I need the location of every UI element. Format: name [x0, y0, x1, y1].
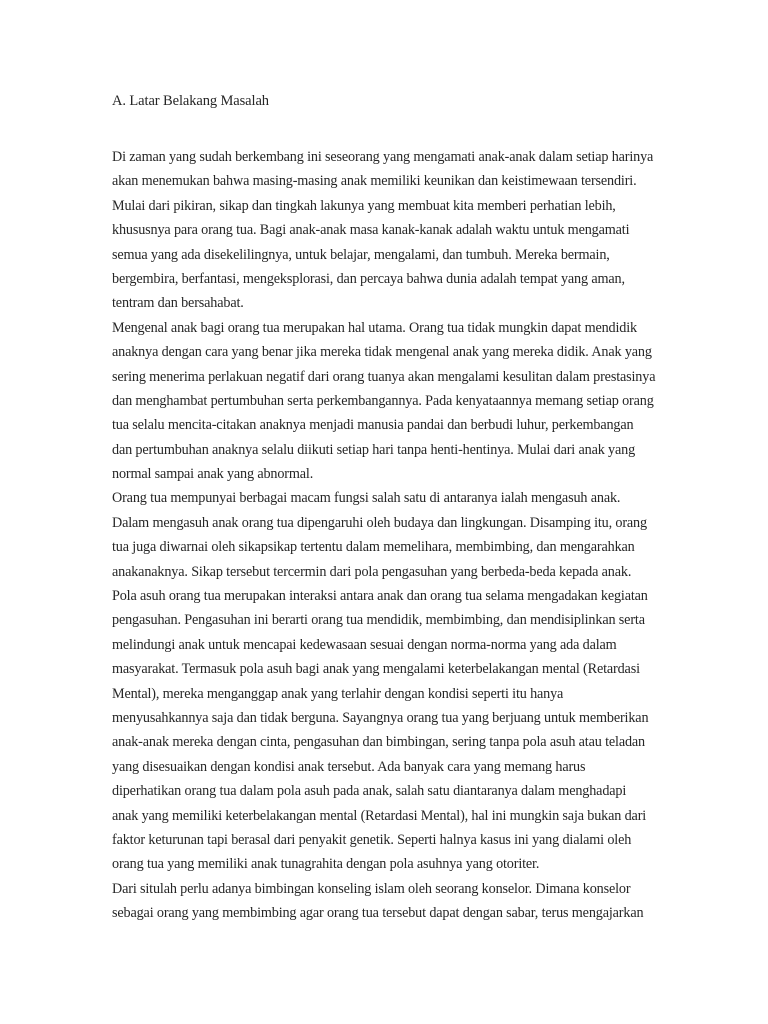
text-line: pengasuhan. Pengasuhan ini berarti orang tua mendidik, membimbing, dan mendisiplinkan serta — [112, 612, 645, 629]
section-heading: A. Latar Belakang Masalah — [112, 93, 269, 109]
text-line: faktor keturunan tapi berasal dari penyakit genetik. Seperti halnya kasus ini yang dialami oleh — [112, 831, 632, 848]
text-line: sering menerima perlakuan negatif dari orang tuanya akan mengalami kesulitan dalam prestasinya — [112, 368, 656, 385]
text-line: Mulai dari pikiran, sikap dan tingkah lakunya yang membuat kita memberi perhatian lebih, — [112, 197, 616, 214]
text-line: anak yang memiliki keterbelakangan mental (Retardasi Mental), hal ini mungkin saja bukan dari — [112, 807, 647, 824]
text-line: yang disesuaikan dengan kondisi anak tersebut. Ada banyak cara yang memang harus — [112, 758, 586, 775]
text-line: anakanaknya. Sikap tersebut tercermin dari pola pengasuhan yang berbeda-beda kepada anak. — [112, 563, 632, 580]
text-line: masyarakat. Termasuk pola asuh bagi anak yang mengalami keterbelakangan mental (Retardasi — [112, 661, 640, 678]
text-line: diperhatikan orang tua dalam pola asuh pada anak, salah satu diantaranya dalam menghadapi — [112, 783, 627, 800]
text-line: sebagai orang yang membimbing agar orang tua tersebut dapat dengan sabar, terus mengajarkan — [112, 905, 644, 922]
text-line: melindungi anak untuk mencapai kedewasaan sesuai dengan norma-norma yang ada dalam — [112, 636, 617, 653]
text-line: semua yang ada disekelilingnya, untuk belajar, mengalami, dan tumbuh. Mereka bermain, — [112, 246, 610, 263]
text-line: tua juga diwarnai oleh sikapsikap tertentu dalam memelihara, membimbing, dan mengarahkan — [112, 539, 635, 556]
text-line: khususnya para orang tua. Bagi anak-anak masa kanak-kanak adalah waktu untuk mengamati — [112, 222, 630, 239]
text-line: Dalam mengasuh anak orang tua dipengaruhi oleh budaya dan lingkungan. Disamping itu, orang — [112, 514, 647, 531]
spacer — [112, 113, 658, 145]
text-line: tua selalu mencita-citakan anaknya menjadi manusia pandai dan berbudi luhur, perkembangan — [112, 417, 634, 434]
text-line: Di zaman yang sudah berkembang ini seseorang yang mengamati anak-anak dalam setiap harinya — [112, 149, 654, 165]
text-line: tentram dan bersahabat. — [112, 295, 244, 312]
text-line: dan pertumbuhan anaknya selalu diikuti setiap hari tanpa henti-hentinya. Mulai dari anak yang — [112, 441, 636, 458]
text-line: menyusahkannya saja dan tidak berguna. Sayangnya orang tua yang berjuang untuk memberikan — [112, 709, 649, 726]
body-text — [112, 145, 658, 926]
document-page — [112, 89, 658, 926]
text-line: anak-anak mereka dengan cinta, pengasuhan dan bimbingan, sering tanpa pola asuh atau teladan — [112, 734, 645, 751]
text-line: normal sampai anak yang abnormal. — [112, 466, 314, 483]
text-line: Orang tua mempunyai berbagai macam fungsi salah satu di antaranya ialah mengasuh anak. — [112, 490, 621, 507]
text-line: Pola asuh orang tua merupakan interaksi antara anak dan orang tua selama mengadakan kegiatan — [112, 588, 648, 605]
text-line: akan menemukan bahwa masing-masing anak memiliki keunikan dan keistimewaan tersendiri. — [112, 173, 637, 190]
text-line: dan menghambat pertumbuhan serta perkembangannya. Pada kenyataannya memang setiap orang — [112, 392, 654, 409]
text-line: Mental), mereka menganggap anak yang terlahir dengan kondisi seperti itu hanya — [112, 685, 564, 702]
text-line: Dari situlah perlu adanya bimbingan konseling islam oleh seorang konselor. Dimana konselor — [112, 880, 631, 897]
text-line: orang tua yang memiliki anak tunagrahita dengan pola asuhnya yang otoriter. — [112, 856, 540, 873]
text-line: anaknya dengan cara yang benar jika mereka tidak mengenal anak yang mereka didik. Anak yang — [112, 344, 652, 361]
text-line: Mengenal anak bagi orang tua merupakan hal utama. Orang tua tidak mungkin dapat mendidik — [112, 319, 637, 336]
text-line: bergembira, berfantasi, mengeksplorasi, dan percaya bahwa dunia adalah tempat yang aman, — [112, 270, 625, 287]
